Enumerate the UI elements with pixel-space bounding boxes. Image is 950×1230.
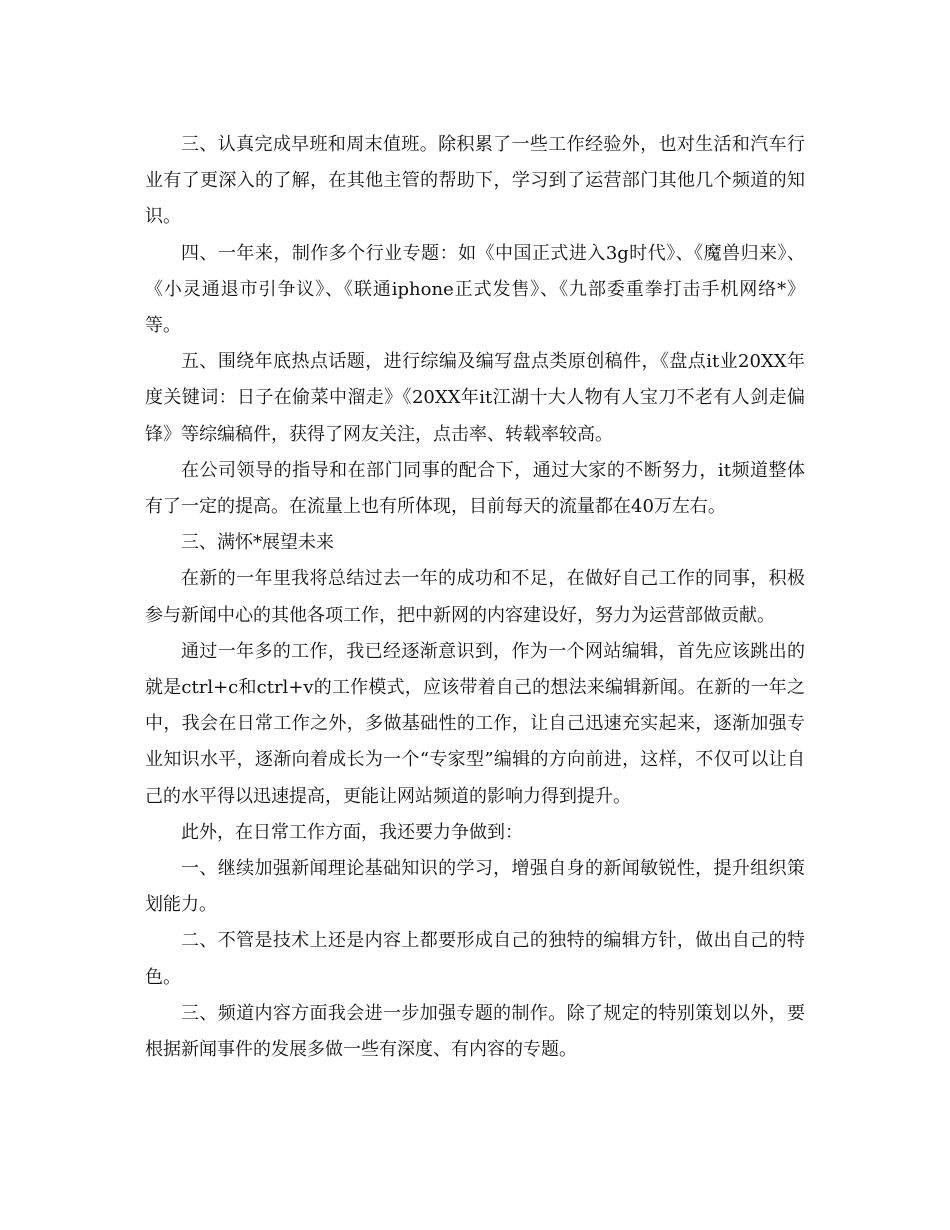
paragraph-9: 一、继续加强新闻理论基础知识的学习，增强自身的新闻敏锐性，提升组织策划能力。 [145, 858, 805, 916]
paragraph-7: 通过一年多的工作，我已经逐渐意识到，作为一个网站编辑，首先应该跳出的就是ctrl+c和ctrl+v的工作模式，应该带着自己的想法来编辑新闻。在新的一年之中，我会在日常工作之外，多做基础性的工作，让自己迅速充实起来，逐渐加强专业知识水平，逐渐向着成长为一个“专家型”编辑的方向前进，这样，不仅可以让自己的水平得以迅速提高，更能让网站频道的影响力得到提升。 [145, 640, 805, 807]
paragraph-6: 在新的一年里我将总结过去一年的成功和不足，在做好自己工作的同事，积极参与新闻中心的其他各项工作，把中新网的内容建设好，努力为运营部做贡献。 [145, 568, 805, 626]
paragraph-2: 四、一年来，制作多个行业专题：如《中国正式进入3g时代》、《魔兽归来》、《小灵通退市引争议》、《联通iphone正式发售》、《九部委重拳打击手机网络*》等。 [145, 242, 805, 337]
paragraph-10: 二、不管是技术上还是内容上都要形成自己的独特的编辑方针，做出自己的特色。 [145, 930, 805, 988]
document-body [145, 127, 805, 1068]
paragraph-8: 此外，在日常工作方面，我还要力争做到： [181, 821, 523, 843]
paragraph-3: 五、围绕年底热点话题，进行综编及编写盘点类原创稿件，《盘点it业20XX年度关键词：日子在偷菜中溜走》《20XX年it江湖十大人物有人宝刀不老有人剑走偏锋》等综编稿件，获得了网友关注，点击率、转载率较高。 [145, 351, 805, 445]
paragraph-4: 在公司领导的指导和在部门同事的配合下，通过大家的不断努力，it频道整体有了一定的提高。在流量上也有所体现，目前每天的流量都在40万左右。 [145, 459, 805, 518]
section-heading: 三、满怀*展望未来 [181, 532, 334, 554]
paragraph-11: 三、频道内容方面我会进一步加强专题的制作。除了规定的特别策划以外，要根据新闻事件的发展多做一些有深度、有内容的专题。 [145, 1002, 805, 1061]
paragraph-1: 三、认真完成早班和周末值班。除积累了一些工作经验外，也对生活和汽车行业有了更深入的了解，在其他主管的帮助下，学习到了运营部门其他几个频道的知识。 [145, 134, 805, 228]
